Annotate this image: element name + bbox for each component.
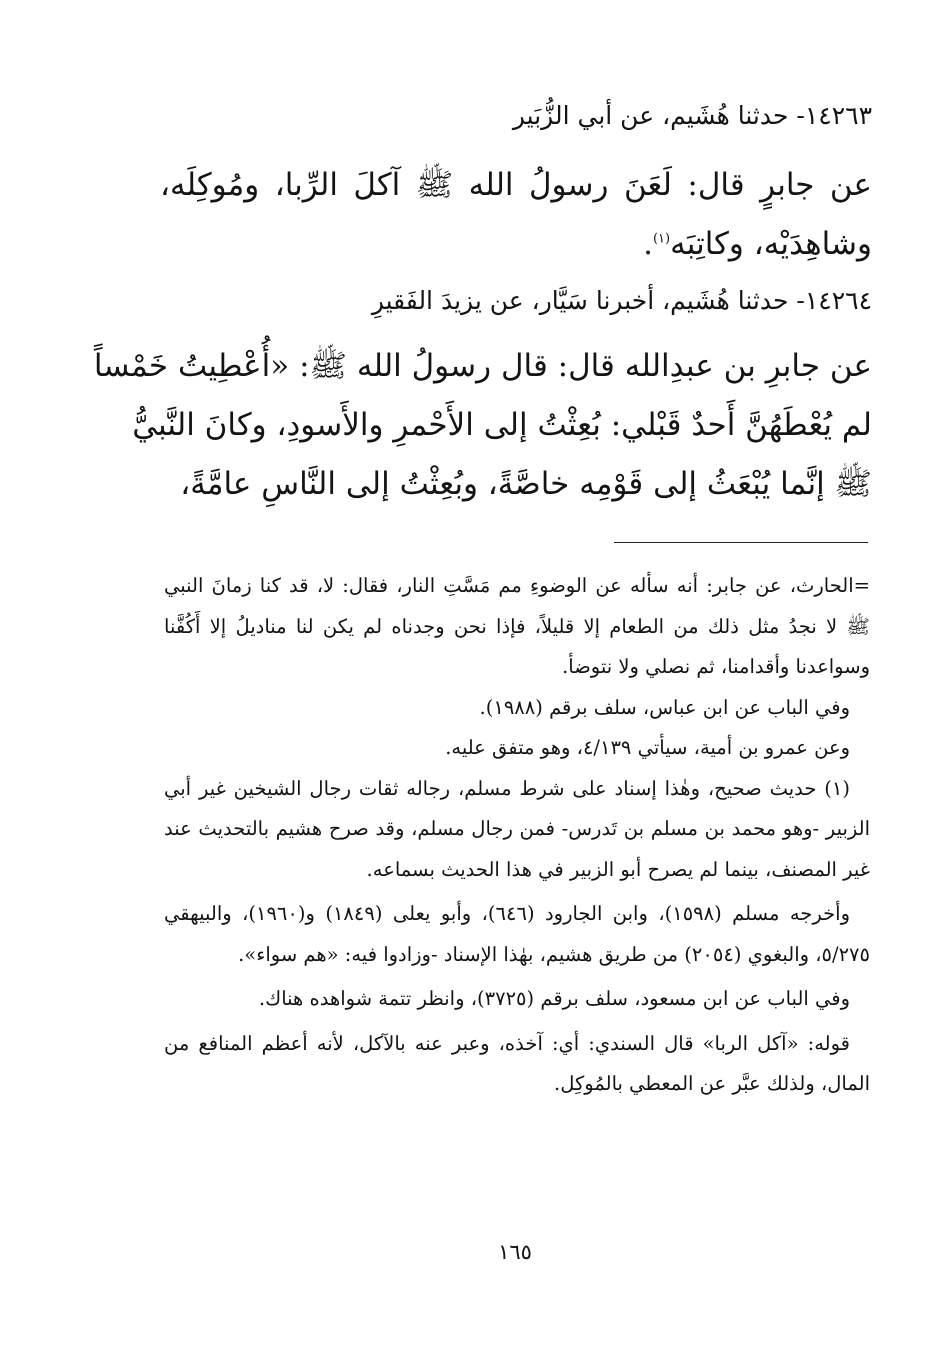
hadith-text-line: لم يُعْطَهُنَّ أَحدٌ قَبْلي: بُعِثْتُ إلى الأَحْمرِ والأَسودِ، وكانَ النَّبيُّ xyxy=(132,407,872,443)
hadith-text-line: عن جابرِ بن عبدِالله قال: قال رسولُ الله ﷺ: «أُعْطِيتُ خَمْساً xyxy=(93,348,872,384)
hadith-text-line: عن جابرٍ قال: لَعَنَ رسولُ الله ﷺ آكلَ الرِّبا، ومُوكِلَه، xyxy=(160,167,872,203)
hadith-text-line xyxy=(160,215,872,274)
hadith-14263 xyxy=(160,96,872,136)
hadith-14264 xyxy=(160,281,872,321)
footnote-paragraph: وفي الباب عن ابن مسعود، سلف برقم (٣٧٢٥)، وانظر تتمة شواهده هناك. xyxy=(258,987,850,1010)
page-number: ١٦٥ xyxy=(498,1240,532,1264)
hadith-header: ١٤٢٦٣- حدثنا هُشَيم، عن أبي الزُّبَير xyxy=(512,101,872,130)
hadith-14263-text xyxy=(160,156,872,274)
footnote-paragraph: وعن عمرو بن أمية، سيأتي ٤/١٣٩، وهو متفق عليه. xyxy=(445,736,850,759)
hadith-header: ١٤٢٦٤- حدثنا هُشَيم، أخبرنا سَيَّار، عن يزيدَ الفَقيرِ xyxy=(371,286,872,315)
footnote-paragraph: =الحارث، عن جابر: أنه سأله عن الوضوءِ مم مَسَّتِ النار، فقال: لا، قد كنا زمانَ النبي ﷺ لا نجدُ مثل ذلك من الطعام إلا قليلاً، فإذا نحن وجدناه لم يكن لنا مناديلُ إلا أَكُفَّنا وسواعدنا وأقدامنا، ثم نصلي ولا نتوضأ. xyxy=(164,574,870,678)
footnotes xyxy=(164,566,870,1105)
footnote-paragraph: وفي الباب عن ابن عباس، سلف برقم (١٩٨٨). xyxy=(479,695,850,719)
footnote-divider xyxy=(614,542,868,543)
footnote-paragraph: وأخرجه مسلم (١٥٩٨)، وابن الجارود (٦٤٦)، وأبو يعلى (١٨٤٩) و(١٩٦٠)، والبيهقي ٥/٢٧٥، والبغوي (٢٠٥٤) من طريق هشيم، بهٰذا الإسناد -وزادوا فيه: «هم سواء». xyxy=(164,902,870,966)
hadith-text-line: ﷺ إنَّما يُبْعَثُ إلى قَوْمِه خاصَّةً، وبُعِثْتُ إلى النَّاسِ عامَّةً، xyxy=(180,466,872,502)
footnote-reference[interactable]: (١) xyxy=(652,231,671,247)
punctuation: . xyxy=(643,226,653,262)
footnote-paragraph: قوله: «آكل الربا» قال السندي: أي: آخذه، وعبر عنه بالآكل، لأنه أعظم المنافع من المال، ولذلك عبَّر عن المعطي بالمُوكِل. xyxy=(164,1031,870,1095)
hadith-14264-text xyxy=(93,337,872,514)
hadith-text: وشاهِدَيْه، وكاتِبَه xyxy=(670,226,872,262)
footnote-paragraph: (١) حديث صحيح، وهٰذا إسناد على شرط مسلم، رجاله ثقات رجال الشيخين غير أبي الزبير -وهو محمد بن مسلم بن تَدرس- فمن رجال مسلم، وقد صرح هشيم بالتحديث عند غير المصنف، بينما لم يصرح أبو الزبير في هذا الحديث بسماعه. xyxy=(164,776,870,881)
